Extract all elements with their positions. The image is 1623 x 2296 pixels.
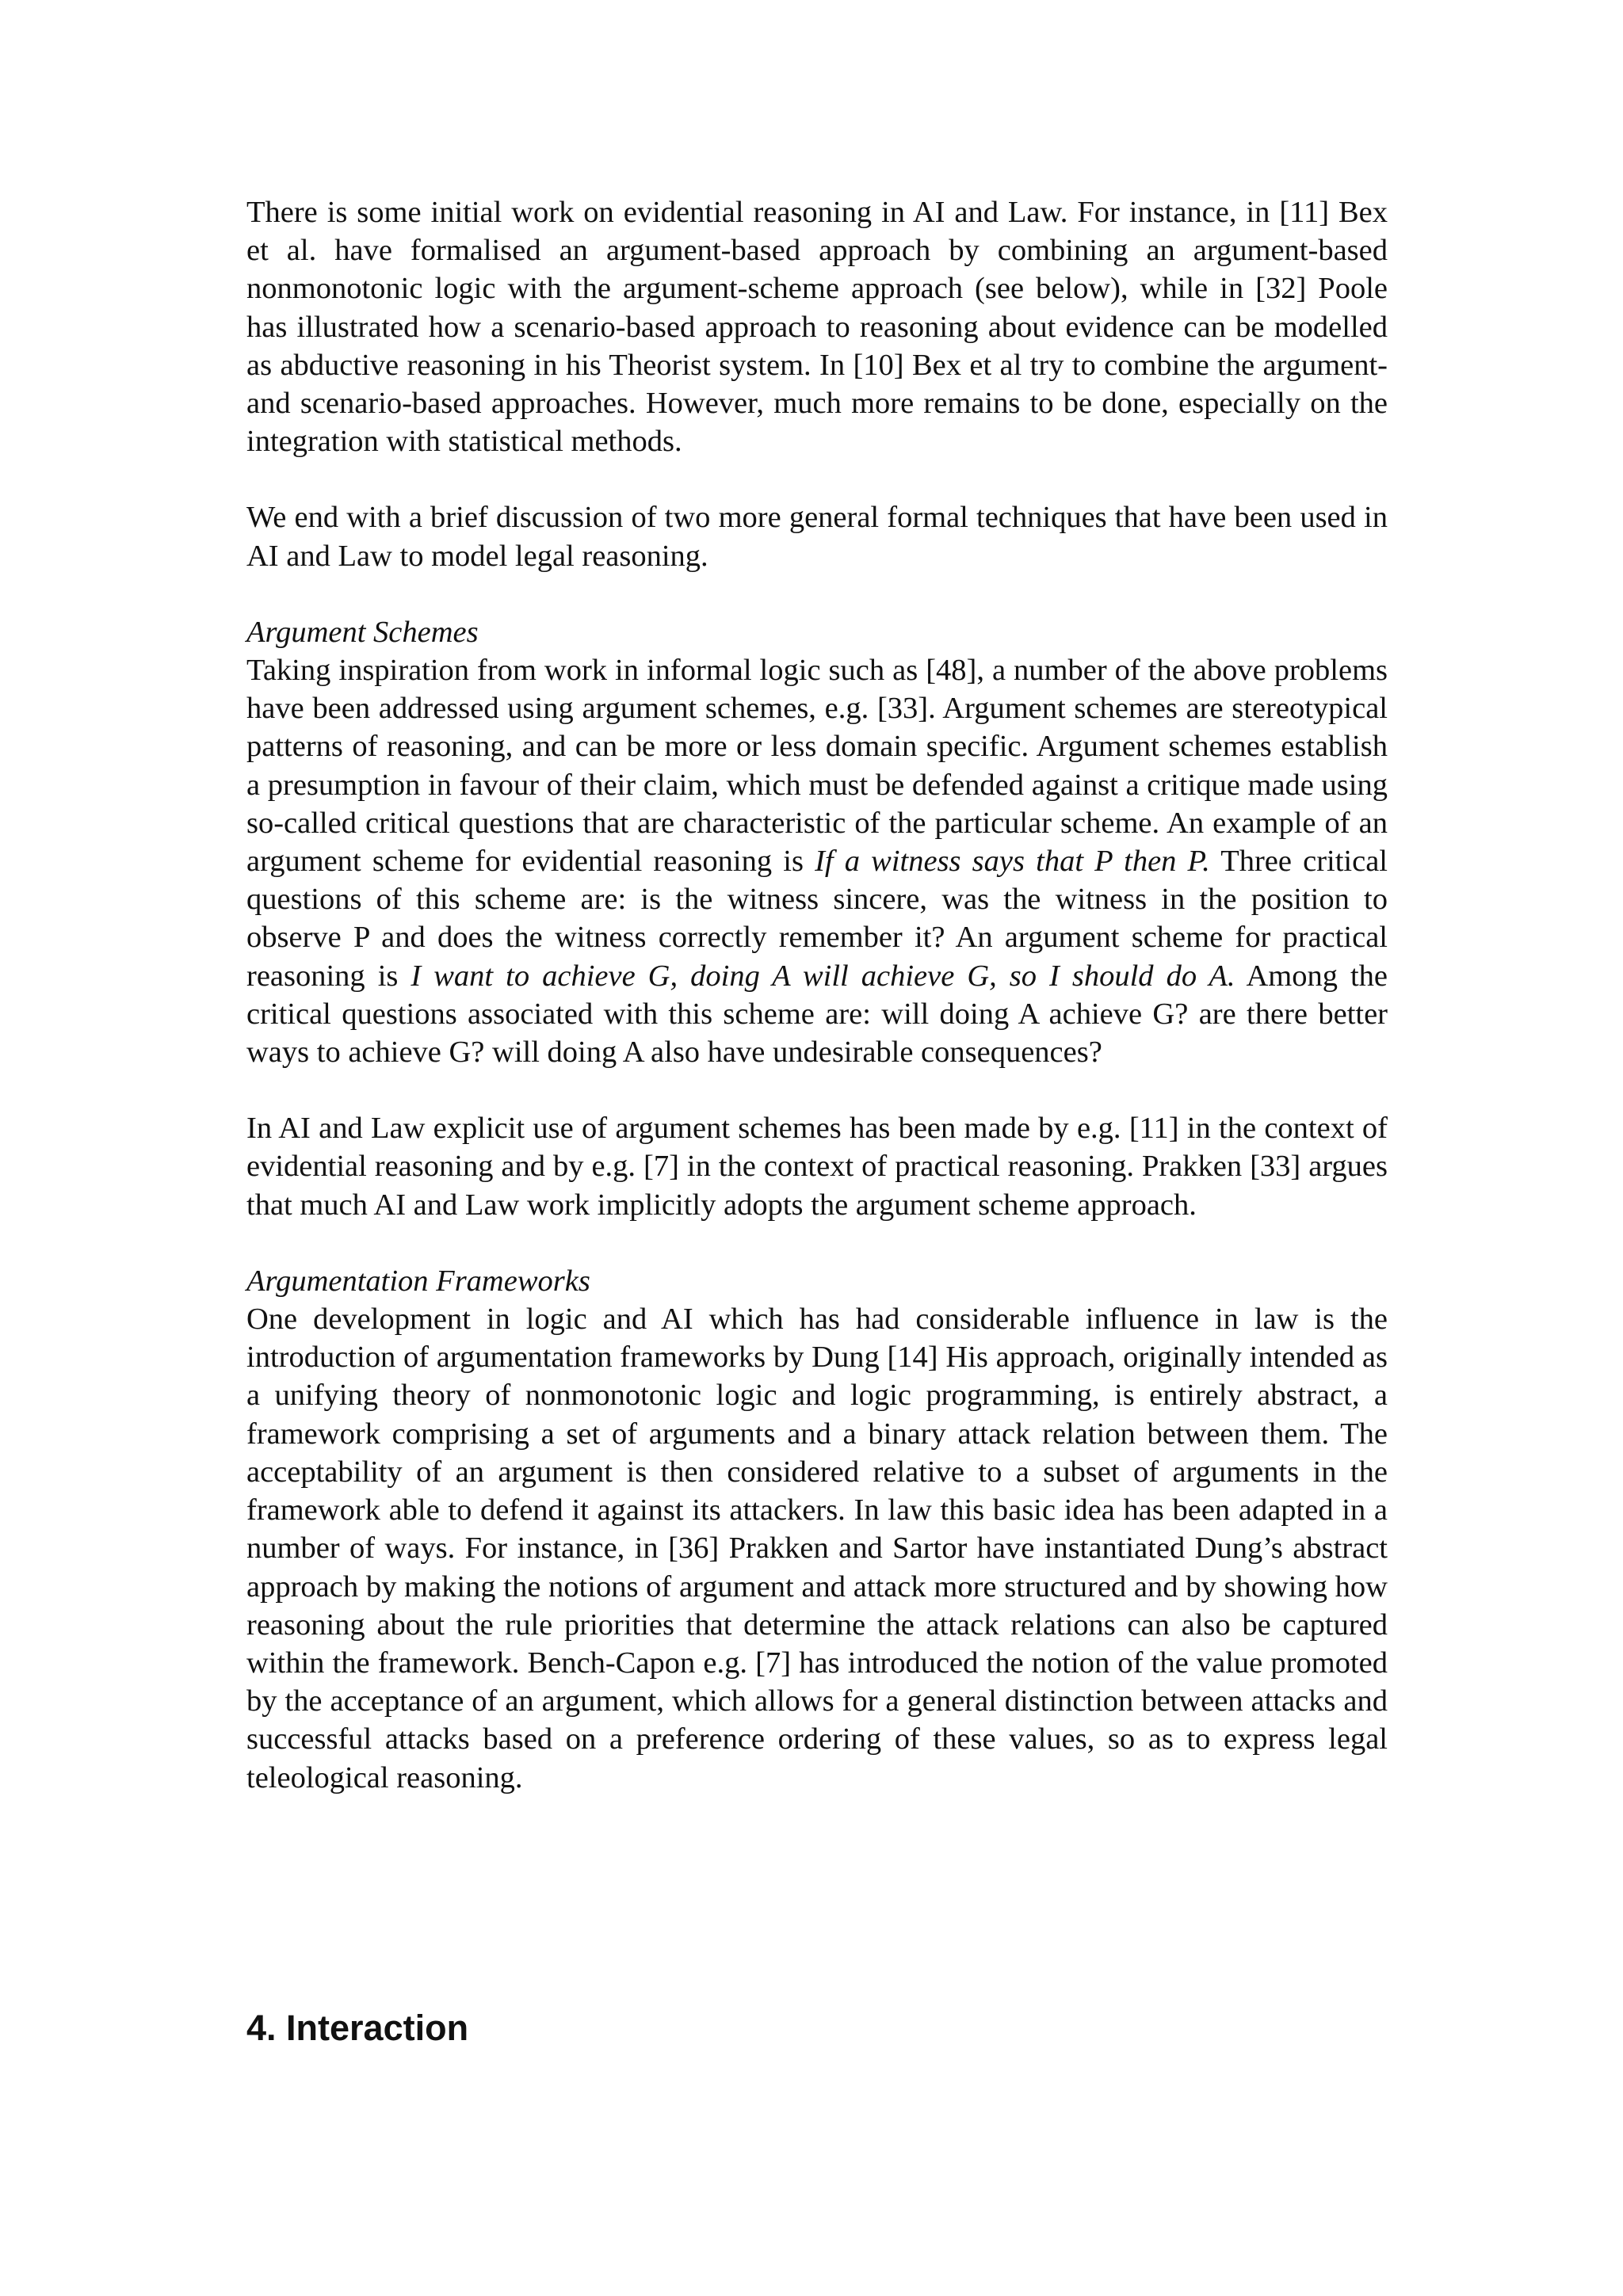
text-segment: Three critical questions of this scheme are: is the witness sincere, was the witness in the position to observe P and does the witness correctly remember it? An argument scheme for practical reasoning is (246, 845, 1388, 993)
italic-scheme-practical: I want to achieve G, doing A will achieve G, so I should do A. (411, 959, 1235, 993)
subheading-argumentation-frameworks: Argumentation Frameworks (246, 1264, 590, 1298)
paragraph-argumentation-frameworks: One development in logic and AI which has had considerable influence in law is the introduction of argumentation frameworks by Dung [14] His approach, originally intended as a unifying theory of nonmonotonic logic and logic programming, is entirely abstract, a framework comprising a set of arguments and a binary attack relation between them. The acceptability of an argument is then considered relative to a subset of arguments in the framework able to defend it against its attackers. In law this basic idea has been adapted in a number of ways. For instance, in [36] Prakken and Sartor have instantiated Dung’s abstract approach by making the notions of argument and attack more structured and by showing how reasoning about the rule priorities that determine the attack relations can also be captured within the framework. Bench-Capon e.g. [7] has introduced the notion of the value promoted by the acceptance of an argument, which allows for a general distinction between attacks and successful attacks based on a preference ordering of these values, so as to express legal teleological reasoning. (246, 1302, 1388, 1794)
text-segment: Taking inspiration from work in informal logic such as [48], a number of the above problems have been addressed using argument schemes, e.g. [33]. Argument schemes are stereotypical patterns of reasoning, and can be more or less domain specific. Argument schemes establish a presumption in favour of their claim, which must be defended against a critique made using so-called critical questions that are characteristic of the particular scheme. An example of an argument scheme for evidential reasoning is (246, 654, 1388, 879)
paragraph-evidential-reasoning: There is some initial work on evidential reasoning in AI and Law. For instance, in [11] Bex et al. have formalised an argument-based approach by combining an argument-based nonmonotonic logic with the argument-scheme approach (see below), while in [32] Poole has illustrated how a scenario-based approach to reasoning about evidence can be modelled as abductive reasoning in his Theorist system. In [10] Bex et al try to combine the argument- and scenario-based approaches. However, much more remains to be done, especially on the integration with statistical methods. (246, 196, 1388, 459)
paragraph-argument-schemes-use: In AI and Law explicit use of argument schemes has been made by e.g. [11] in the context of evidential reasoning and by e.g. [7] in the context of practical reasoning. Prakken [33] argues that much AI and Law work implicitly adopts the argument scheme approach. (246, 1112, 1388, 1222)
subheading-argument-schemes: Argument Schemes (246, 615, 479, 649)
paragraph-formal-techniques-intro: We end with a brief discussion of two more general formal techniques that have been used in AI and Law to model legal reasoning. (246, 501, 1388, 573)
text-segment: Among the critical questions associated with this scheme are: will doing A achieve G? are there better ways to achieve G? will doing A also have undesirable consequences? (246, 959, 1388, 1070)
paragraph-argument-schemes (246, 651, 1388, 1071)
section-heading: 4. Interaction (246, 2008, 469, 2048)
document-body (246, 193, 1388, 1835)
italic-scheme-witness: If a witness says that P then P. (815, 845, 1210, 879)
